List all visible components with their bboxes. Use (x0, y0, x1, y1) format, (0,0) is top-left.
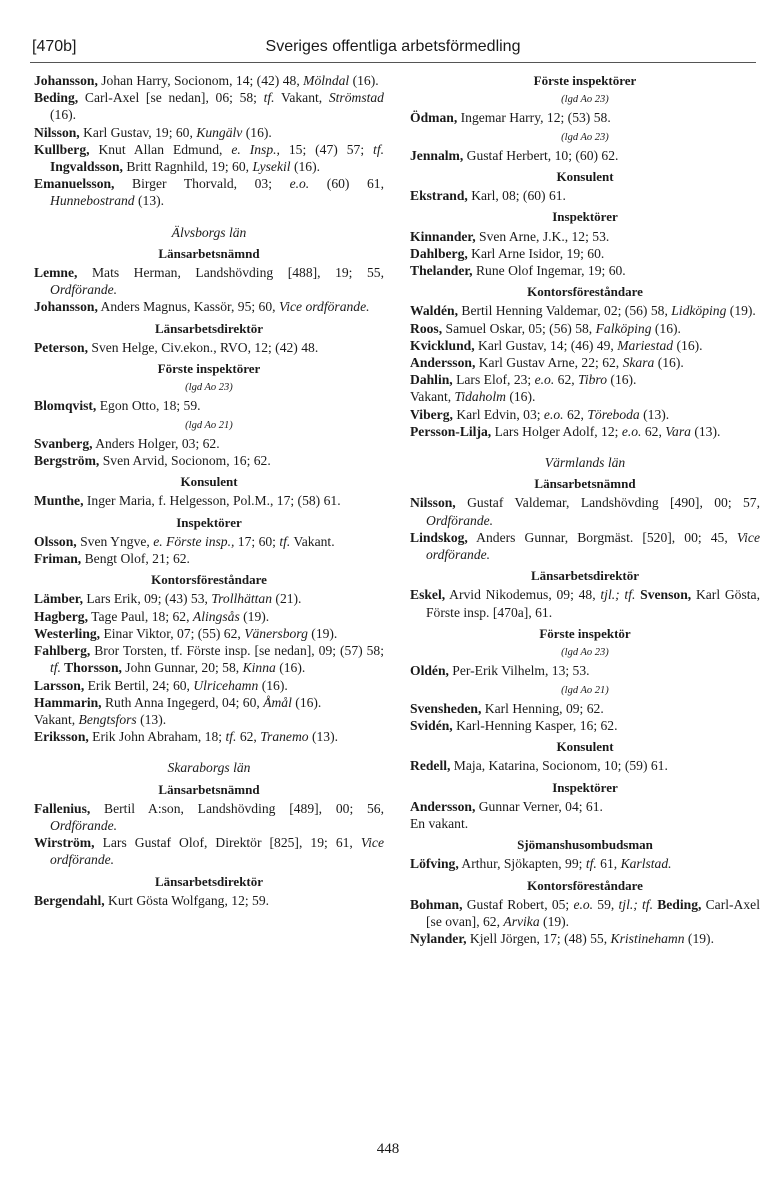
county-heading: Värmlands län (544, 455, 626, 471)
list-item: Johansson, Johan Harry, Socionom, 14; (42) 48, Mölndal (16). (34, 73, 379, 88)
page-title: Sveriges offentliga arbetsförmedling (265, 38, 521, 55)
list-item: Kullberg, Knut Allan Edmund, e. Insp., 15; (47) 57; tf. Ingvaldsson, Britt Ragnhild, 19; 60, Lysekil (16). (34, 141, 384, 175)
page-number: 448 (376, 1141, 400, 1157)
list-item: Thelander, Rune Olof Ingemar, 19; 60. (410, 263, 626, 279)
section-heading: Förste inspektörer (533, 73, 637, 88)
section-heading: Konsulent (556, 169, 614, 185)
list-item: Dahlberg, Karl Arne Isidor, 19; 60. (410, 245, 605, 261)
list-item: Roos, Samuel Oskar, 05; (56) 58, Falköping (16). (410, 320, 681, 336)
list-item: Vakant, Tidaholm (16). (410, 389, 536, 405)
list-item: Bohman, Gustaf Robert, 05; e.o. 59, tjl.; tf. Beding, Carl-Axel [se ovan], 62, Arvika (19). (410, 896, 760, 929)
list-item: Waldén, Bertil Henning Valdemar, 02; (56) 58, Lidköping (19). (410, 303, 756, 319)
county-heading: Älvsborgs län (171, 224, 247, 240)
list-item: Oldén, Per-Erik Vilhelm, 13; 53. (410, 663, 590, 679)
section-heading: Konsulent (556, 739, 614, 755)
section-heading: Länsarbetsnämnd (158, 245, 260, 261)
list-item: Andersson, Karl Gustav Arne, 22; 62, Skara (16). (410, 355, 684, 371)
salary-grade-note: (lgd Ao 21) (185, 419, 233, 431)
list-item: Lemne, Mats Herman, Landshövding [488], 19; 55, Ordförande. (34, 265, 384, 298)
salary-grade-note: (lgd Ao 23) (561, 94, 609, 106)
list-item: Nilsson, Karl Gustav, 19; 60, Kungälv (16). (34, 124, 272, 140)
section-heading: Länsarbetsdirektör (154, 320, 264, 336)
list-item: Nylander, Kjell Jörgen, 17; (48) 55, Kristinehamn (19). (410, 931, 714, 947)
list-item: Westerling, Einar Viktor, 07; (55) 62, Vänersborg (19). (34, 625, 338, 641)
section-heading: Länsarbetsdirektör (154, 873, 264, 889)
section-heading: Länsarbetsnämnd (158, 781, 260, 797)
list-item: Lämber, Lars Erik, 09; (43) 53, Trollhättan (21). (34, 591, 302, 607)
list-item: Hagberg, Tage Paul, 18; 62, Alingsås (19). (34, 608, 270, 624)
list-item: Andersson, Gunnar Verner, 04; 61. (410, 798, 603, 814)
page-reference: [470b] (32, 38, 77, 55)
list-item: Eskel, Arvid Nikodemus, 09; 48, tjl.; tf. Svenson, Karl Gösta, Förste insp. [470a], 61. (410, 587, 760, 620)
list-item: Svensheden, Karl Henning, 09; 62. (410, 700, 604, 716)
section-heading: Inspektörer (552, 779, 618, 795)
right-column (410, 72, 760, 947)
list-item: Redell, Maja, Katarina, Socionom, 10; (59) 61. (410, 758, 668, 774)
list-item: Friman, Bengt Olof, 21; 62. (34, 551, 190, 567)
left-column (34, 72, 384, 909)
section-heading: Kontorsföreståndare (527, 284, 643, 300)
section-heading: Inspektörer (176, 514, 242, 530)
list-item: Munthe, Inger Maria, f. Helgesson, Pol.M., 17; (58) 61. (34, 493, 341, 509)
list-item: Vakant, Bengtsfors (13). (34, 711, 167, 727)
county-heading: Skaraborgs län (167, 760, 251, 776)
section-heading: Kontorsföreståndare (527, 877, 643, 893)
list-item: Peterson, Sven Helge, Civ.ekon., RVO, 12; (42) 48. (34, 339, 319, 355)
list-item: Blomqvist, Egon Otto, 18; 59. (34, 398, 201, 414)
list-item: Löfving, Arthur, Sjökapten, 99; tf. 61, Karlstad. (410, 856, 672, 872)
list-item: Viberg, Karl Edvin, 03; e.o. 62, Töreboda (13). (410, 406, 670, 422)
list-item: Jennalm, Gustaf Herbert, 10; (60) 62. (410, 147, 619, 163)
list-item: Ekstrand, Karl, 08; (60) 61. (410, 188, 566, 204)
list-item: Kinnander, Sven Arne, J.K., 12; 53. (410, 228, 610, 244)
list-item: Larsson, Erik Bertil, 24; 60, Ulricehamn (16). (34, 677, 288, 693)
list-item: Emanuelsson, Birger Thorvald, 03; e.o. (60) 61, Hunnebostrand (13). (34, 176, 384, 209)
salary-grade-note: (lgd Ao 23) (561, 647, 609, 659)
list-item: Eriksson, Erik John Abraham, 18; tf. 62, Tranemo (13). (34, 729, 339, 745)
section-heading: Länsarbetsnämnd (534, 476, 636, 492)
list-item: Svidén, Karl-Henning Kasper, 16; 62. (410, 717, 618, 733)
page-header (32, 36, 754, 64)
list-item: Hammarin, Ruth Anna Ingegerd, 04; 60, Åmål (16). (34, 694, 322, 710)
list-item: Wirström, Lars Gustaf Olof, Direktör [825], 19; 61, Vice ordförande. (34, 835, 384, 868)
section-heading: Kontorsföreståndare (151, 572, 267, 588)
header-rule (30, 62, 756, 63)
list-item: Ödman, Ingemar Harry, 12; (53) 58. (410, 110, 611, 126)
section-heading: Länsarbetsdirektör (530, 568, 640, 584)
salary-grade-note: (lgd Ao 23) (561, 131, 609, 143)
list-item: Lindskog, Anders Gunnar, Borgmäst. [520], 00; 45, Vice ordförande. (410, 529, 760, 563)
list-item: Nilsson, Gustaf Valdemar, Landshövding [490], 00; 57, Ordförande. (410, 495, 760, 528)
section-heading: Förste inspektör (539, 625, 631, 641)
list-item: Persson-Lilja, Lars Holger Adolf, 12; e.o. 62, Vara (13). (410, 423, 721, 439)
section-heading: Inspektörer (552, 209, 618, 225)
list-item: Fahlberg, Bror Torsten, tf. Förste insp. [se nedan], 09; (57) 58; tf. Thorsson, John Gunnar, 20; 58, Kinna (16). (34, 643, 384, 676)
section-heading: Förste inspektörer (157, 361, 261, 377)
list-item: Kvicklund, Karl Gustav, 14; (46) 49, Mariestad (16). (410, 337, 703, 353)
salary-grade-note: (lgd Ao 21) (561, 684, 609, 696)
list-item: Olsson, Sven Yngve, e. Förste insp., 17; 60; tf. Vakant. (34, 533, 335, 549)
list-item: Bergström, Sven Arvid, Socionom, 16; 62. (34, 453, 271, 469)
list-item: En vakant. (410, 815, 469, 831)
list-item: Svanberg, Anders Holger, 03; 62. (34, 435, 220, 451)
section-heading: Konsulent (180, 474, 238, 490)
section-heading: Sjömanshusombudsman (517, 837, 653, 853)
list-item: Beding, Carl-Axel [se nedan], 06; 58; tf. Vakant, Strömstad (16). (34, 90, 384, 123)
list-item: Dahlin, Lars Elof, 23; e.o. 62, Tibro (16). (410, 372, 637, 388)
list-item: Fallenius, Bertil A:son, Landshövding [489], 00; 56, Ordförande. (34, 800, 384, 833)
salary-grade-note: (lgd Ao 23) (185, 382, 233, 394)
list-item: Bergendahl, Kurt Gösta Wolfgang, 12; 59. (34, 892, 270, 908)
list-item: Johansson, Anders Magnus, Kassör, 95; 60, Vice ordförande. (34, 299, 370, 315)
